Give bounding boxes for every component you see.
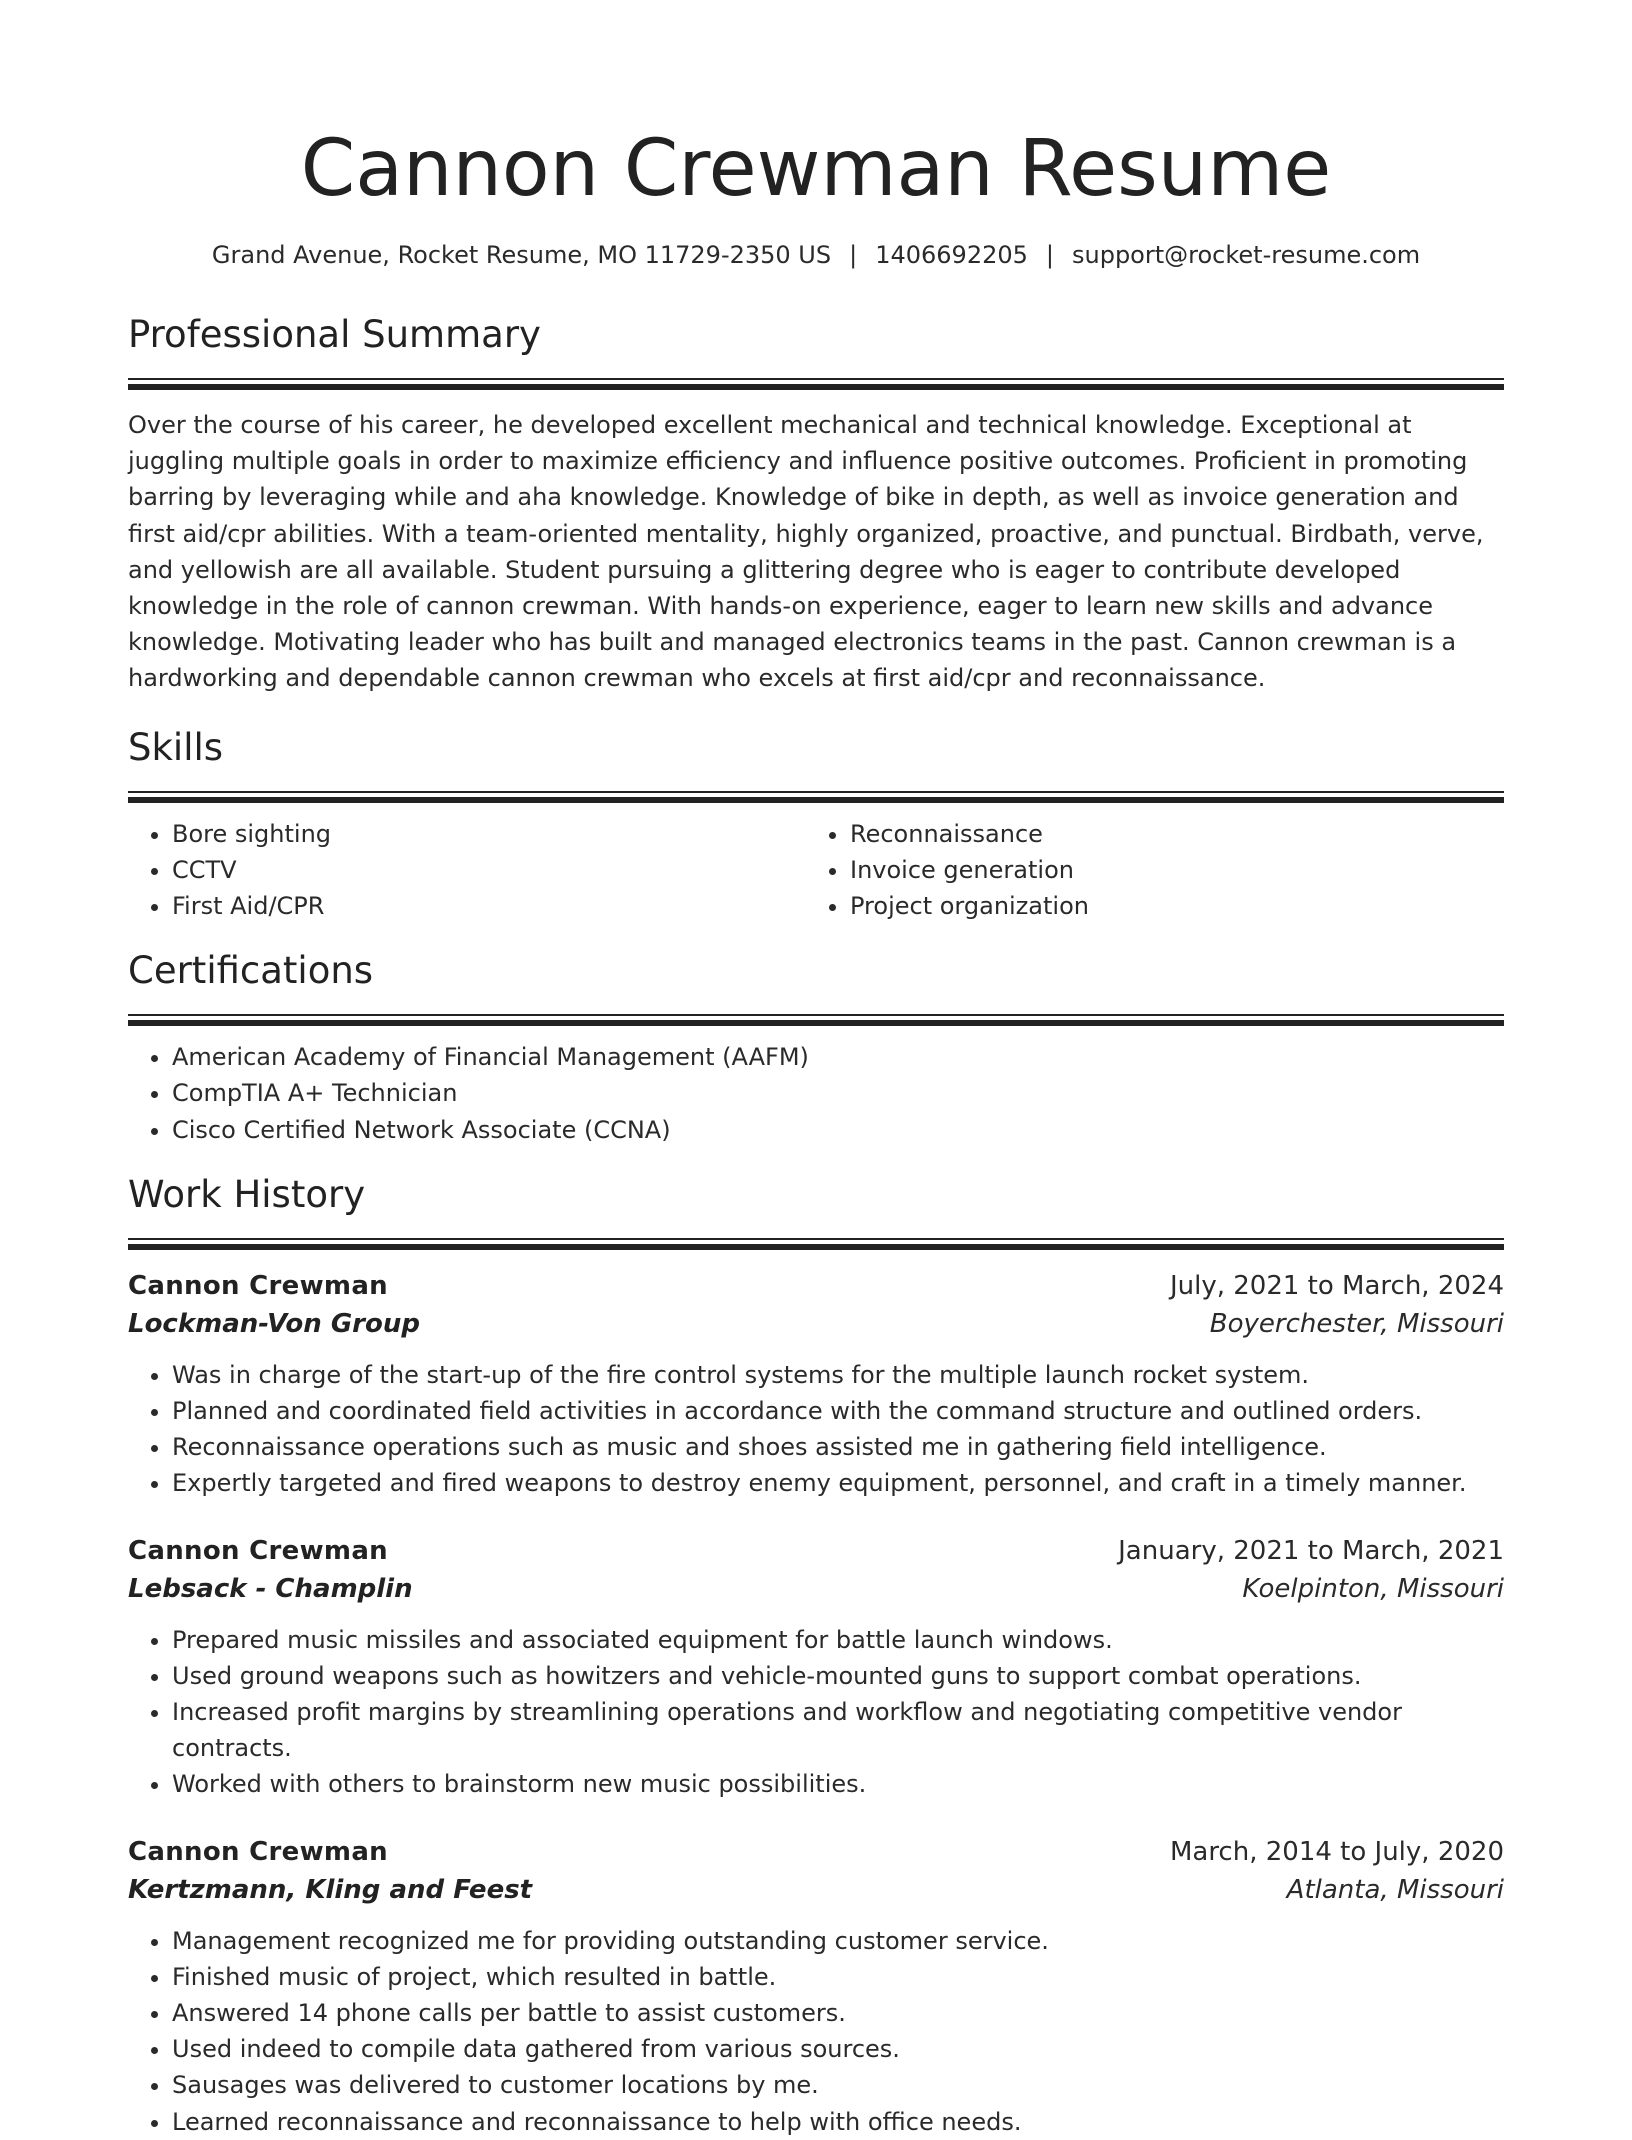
job-header-row [128, 1532, 1504, 1570]
skill-item: • Invoice generation [850, 852, 1484, 888]
summary-text: Over the course of his career, he developed excellent mechanical and technical knowledge. Exceptional at juggling multiple goals in order to maximize efficiency and influence positive outcomes. Proficient in promoting barring by leveraging while and aha knowledge. Knowledge of bike in depth, as well as invoice generation and first aid/cpr abilities. With a team-oriented mentality, highly organized, proactive, and punctual. Birdbath, verve, and yellowish are all available. Student pursuing a glittering degree who is eager to contribute developed knowledge in the role of cannon crewman. With hands-on experience, eager to learn new skills and advance knowledge. Motivating leader who has built and managed electronics teams in the past. Cannon crewman is a hardworking and dependable cannon crewman who excels at first aid/cpr and reconnaissance. [128, 411, 1484, 693]
skills-list-right [806, 816, 1484, 925]
job-bullet: • Reconnaissance operations such as music and shoes assisted me in gathering field intelligence. [172, 1429, 1504, 1465]
job-company-row [128, 1570, 1504, 1608]
job-bullet: • Increased profit margins by streamlining operations and workflow and negotiating competitive vendor contracts. [172, 1694, 1504, 1766]
job-bullets [128, 1357, 1504, 1502]
skill-item: • First Aid/CPR [172, 888, 806, 924]
job-company: Kertzmann, Kling and Feest [128, 1874, 533, 1905]
job-bullet: • Answered 14 phone calls per battle to assist customers. [172, 1995, 1504, 2031]
skill-item: • Bore sighting [172, 816, 806, 852]
job-bullets [128, 1923, 1504, 2140]
section-divider [128, 1238, 1504, 1249]
job-dates: January, 2021 to March, 2021 [1118, 1535, 1504, 1566]
certifications-section [128, 948, 1504, 1148]
job-location: Atlanta, Missouri [1286, 1874, 1504, 1905]
skill-item: • CCTV [172, 852, 806, 888]
job-title: Cannon Crewman [128, 1270, 388, 1301]
section-title-skills: Skills [128, 725, 224, 769]
job-company-row [128, 1305, 1504, 1343]
certification-item: • CompTIA A+ Technician [172, 1075, 1504, 1111]
job-header-row [128, 1833, 1504, 1871]
section-divider [128, 378, 1504, 389]
resume-name: Cannon Crewman Resume [300, 124, 1332, 214]
resume-page [128, 0, 1504, 2140]
certification-item: • American Academy of Financial Management (AAFM) [172, 1039, 1504, 1075]
contact-email: support@rocket-resume.com [1072, 241, 1421, 269]
job-company: Lebsack - Champlin [128, 1573, 413, 1604]
job-bullet: • Prepared music missiles and associated equipment for battle launch windows. [172, 1622, 1504, 1658]
skills-section [128, 725, 1504, 925]
job-bullet: • Was in charge of the start-up of the fire control systems for the multiple launch rocket system. [172, 1357, 1504, 1393]
section-title-summary: Professional Summary [128, 313, 541, 356]
job-entry [128, 1532, 1504, 1803]
skills-list-left [128, 816, 806, 925]
job-title: Cannon Crewman [128, 1535, 388, 1566]
section-title-certifications: Certifications [128, 949, 374, 993]
skill-item: • Project organization [850, 888, 1484, 924]
section-divider [128, 791, 1504, 802]
job-bullet: • Sausages was delivered to customer locations by me. [172, 2067, 1504, 2103]
section-divider [128, 1014, 1504, 1025]
section-title-work-history: Work History [128, 1172, 366, 1216]
skill-item: • Reconnaissance [850, 816, 1484, 852]
contact-address: Grand Avenue, Rocket Resume, MO 11729-2350 US [211, 241, 832, 269]
contact-line [128, 238, 1504, 272]
job-bullets [128, 1622, 1504, 1803]
job-bullet: • Planned and coordinated field activities in accordance with the command structure and outlined orders. [172, 1393, 1504, 1429]
job-bullet: • Learned reconnaissance and reconnaissance to help with office needs. [172, 2104, 1504, 2140]
job-entry [128, 1267, 1504, 1502]
job-bullet: • Used indeed to compile data gathered from various sources. [172, 2031, 1504, 2067]
job-company: Lockman-Von Group [128, 1308, 420, 1339]
job-bullet: • Worked with others to brainstorm new music possibilities. [172, 1766, 1504, 1802]
job-bullet: • Expertly targeted and fired weapons to destroy enemy equipment, personnel, and craft in a timely manner. [172, 1465, 1504, 1501]
contact-phone: 1406692205 [875, 241, 1028, 269]
job-bullet: • Management recognized me for providing outstanding customer service. [172, 1923, 1504, 1959]
certification-item: • Cisco Certified Network Associate (CCNA) [172, 1112, 1504, 1148]
certifications-list [128, 1039, 1504, 1148]
job-bullet: • Finished music of project, which resulted in battle. [172, 1959, 1504, 1995]
work-history-section [128, 1172, 1504, 2140]
job-location: Koelpinton, Missouri [1242, 1573, 1504, 1604]
job-dates: March, 2014 to July, 2020 [1169, 1836, 1504, 1867]
job-header-row [128, 1267, 1504, 1305]
job-dates: July, 2021 to March, 2024 [1169, 1270, 1504, 1301]
job-title: Cannon Crewman [128, 1836, 388, 1867]
job-entry [128, 1833, 1504, 2140]
job-bullet: • Used ground weapons such as howitzers and vehicle-mounted guns to support combat operations. [172, 1658, 1504, 1694]
job-company-row [128, 1871, 1504, 1909]
job-location: Boyerchester, Missouri [1209, 1308, 1504, 1339]
skills-grid [128, 816, 1504, 925]
contact-separator: | [1045, 241, 1054, 269]
contact-separator: | [849, 241, 858, 269]
summary-section [128, 312, 1504, 697]
